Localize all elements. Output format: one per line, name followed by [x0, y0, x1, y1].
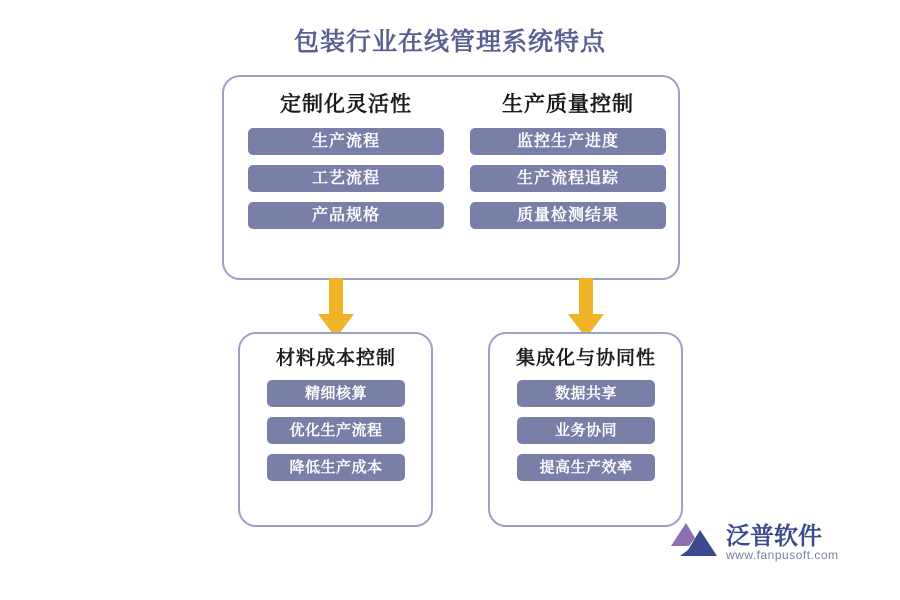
group-item-chip[interactable]: 监控生产进度 [470, 128, 666, 155]
arrow-down-left-icon [316, 278, 356, 340]
group-item-chip[interactable]: 业务协同 [517, 417, 655, 444]
arrow-down-right-icon [566, 278, 606, 340]
group-item-chip[interactable]: 降低生产成本 [267, 454, 405, 481]
page-title: 包装行业在线管理系统特点 [293, 28, 606, 56]
group-item-chip[interactable]: 产品规格 [248, 202, 444, 229]
group-heading: 材料成本控制 [275, 348, 396, 369]
group-item-chip[interactable]: 生产流程追踪 [470, 165, 666, 192]
group-heading: 生产质量控制 [502, 93, 634, 116]
group-item-chip[interactable]: 数据共享 [517, 380, 655, 407]
group-material-cost [246, 343, 426, 491]
group-item-chip[interactable]: 生产流程 [248, 128, 444, 155]
group-integration [496, 343, 676, 491]
brand-mark-icon [668, 518, 720, 564]
group-heading: 集成化与协同性 [515, 348, 656, 369]
group-item-chip[interactable]: 精细核算 [267, 380, 405, 407]
brand-name: 泛普软件 [726, 523, 822, 550]
group-quality [462, 88, 674, 239]
group-heading: 定制化灵活性 [280, 93, 412, 116]
group-item-chip[interactable]: 提高生产效率 [517, 454, 655, 481]
group-item-chip[interactable]: 工艺流程 [248, 165, 444, 192]
group-customization [240, 88, 452, 239]
group-item-chip[interactable]: 优化生产流程 [267, 417, 405, 444]
brand-url: www.fanpusoft.com [726, 548, 839, 562]
group-item-chip[interactable]: 质量检测结果 [470, 202, 666, 229]
brand-logo [668, 516, 878, 576]
